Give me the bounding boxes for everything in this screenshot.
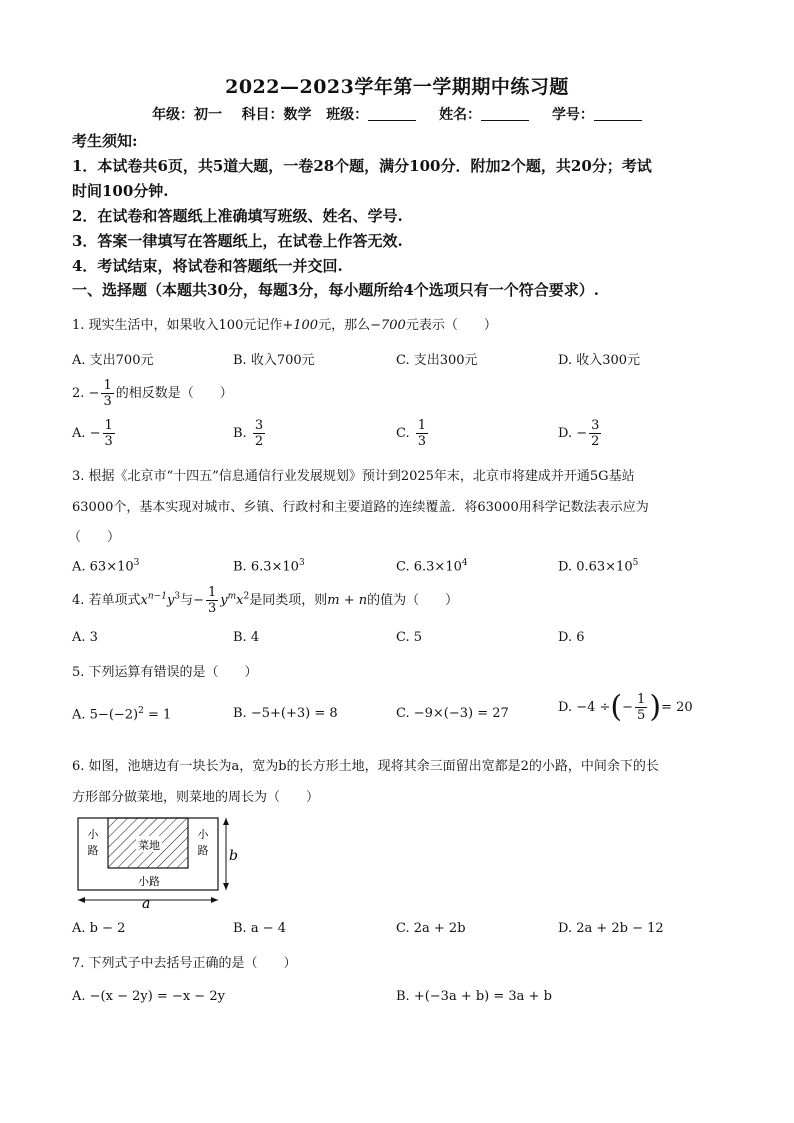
- notice-item: 3．答案一律填写在答题纸上，在试卷上作答无效.: [72, 232, 403, 250]
- subject-label: 科目：数学: [241, 107, 312, 123]
- a-label: a: [142, 896, 151, 910]
- question-2: 2. − $\frac{1}{3}$ 的相反数是（ ）: [72, 378, 233, 409]
- exam-info-line: [0, 104, 794, 124]
- question-7: 7. 下列式子中去括号正确的是（ ）: [72, 956, 297, 971]
- grade-label: 年级：初一: [152, 107, 223, 123]
- q2-option-a[interactable]: A. − $\frac{1}{3}$: [72, 418, 113, 449]
- class-blank[interactable]: [368, 106, 416, 121]
- q1-option-d[interactable]: D. 收入300元: [558, 353, 641, 368]
- q1-option-a[interactable]: A. 支出700元: [72, 353, 154, 368]
- q6-option-d[interactable]: D. 2a + 2b − 12: [558, 921, 664, 936]
- question-4: 4. 若单项式$x^{n-1}y^3$与− $\frac{1}{3}$ $y^mx^2$是同类项，则m + n的值为（ ）: [72, 585, 459, 616]
- q6-option-b[interactable]: B. a − 4: [233, 921, 286, 936]
- q2-option-b[interactable]: B. $\frac{3}{2}$: [233, 418, 264, 449]
- page-title: 2022—2023学年第一学期期中练习题: [225, 76, 569, 98]
- right-path-char-2: 路: [197, 844, 209, 857]
- notice-item: 4．考试结束，将试卷和答题纸一并交回.: [72, 257, 343, 275]
- question-3-line-1: 3. 根据《北京市“十四五”信息通信行业发展规划》预计到2025年末，北京市将建成并开通5G基站: [72, 469, 635, 484]
- question-3-line-2: 63000个，基本实现对城市、乡镇、行政村和主要道路的连续覆盖．将63000用科学记数法表示应为: [72, 500, 649, 515]
- question-3-line-3: （ ）: [68, 530, 121, 545]
- name-label: 姓名：: [439, 107, 482, 123]
- q2-option-c[interactable]: C. $\frac{1}{3}$: [396, 418, 427, 449]
- q3-option-c[interactable]: C. $6.3\times 10^4$: [396, 558, 468, 575]
- b-label: b: [229, 848, 238, 864]
- garden-diagram: [72, 814, 242, 910]
- q7-option-a[interactable]: A. −(x − 2y) = −x − 2y: [72, 989, 225, 1004]
- q5-option-d[interactable]: D. −4 ÷(− $\frac{1}{5}$ )= 20: [558, 689, 693, 725]
- q6-option-a[interactable]: A. b − 2: [72, 921, 126, 936]
- id-blank[interactable]: [594, 106, 642, 121]
- question-5: 5. 下列运算有错误的是（ ）: [72, 665, 258, 680]
- bottom-path-label: 小路: [138, 875, 160, 888]
- left-path-char-1: 小: [87, 828, 99, 841]
- q5-option-c[interactable]: C. −9×(−3) = 27: [396, 706, 509, 721]
- garden-label: 菜地: [138, 839, 160, 852]
- q5-option-a[interactable]: A. $5-(-2)^2 = 1$: [72, 706, 172, 723]
- q3-option-b[interactable]: B. $6.3\times 10^3$: [233, 558, 305, 575]
- q4-option-d[interactable]: D. 6: [558, 630, 585, 645]
- notice-heading: 考生须知:: [72, 132, 138, 150]
- q1-option-b[interactable]: B. 收入700元: [233, 353, 315, 368]
- notice-item: 2．在试卷和答题纸上准确填写班级、姓名、学号.: [72, 207, 403, 225]
- q4-option-c[interactable]: C. 5: [396, 630, 423, 645]
- q1-option-c[interactable]: C. 支出300元: [396, 353, 478, 368]
- question-1: 1. 现实生活中，如果收入100元记作+100元，那么−700元表示（ ）: [72, 318, 497, 333]
- question-6-line-2: 方形部分做菜地，则菜地的周长为（ ）: [72, 790, 320, 805]
- question-6-line-1: 6. 如图，池塘边有一块长为a，宽为b的长方形土地，现将其余三面留出宽都是2的小路，中间余下的长: [72, 759, 659, 774]
- q7-option-b[interactable]: B. +(−3a + b) = 3a + b: [396, 989, 552, 1004]
- section-heading: 一、选择题（本题共30分，每题3分，每小题所给4个选项只有一个符合要求）.: [72, 281, 599, 299]
- notice-item: 1．本试卷共6页，共5道大题，一卷28个题，满分100分．附加2个题，共20分；考试: [72, 157, 652, 175]
- q2-option-d[interactable]: D. − $\frac{3}{2}$: [558, 418, 600, 449]
- id-label: 学号：: [551, 107, 594, 123]
- name-blank[interactable]: [481, 106, 529, 121]
- q4-option-a[interactable]: A. 3: [72, 630, 98, 645]
- q3-option-a[interactable]: A. $63\times 10^3$: [72, 558, 140, 575]
- q5-option-b[interactable]: B. −5+(+3) = 8: [233, 706, 338, 721]
- q4-option-b[interactable]: B. 4: [233, 630, 260, 645]
- notice-item: 时间100分钟.: [72, 182, 169, 200]
- class-label: 班级：: [326, 107, 369, 123]
- q6-option-c[interactable]: C. 2a + 2b: [396, 921, 466, 936]
- right-path-char-1: 小: [197, 828, 209, 841]
- left-path-char-2: 路: [87, 844, 99, 857]
- q3-option-d[interactable]: D. $0.63\times 10^5$: [558, 558, 639, 575]
